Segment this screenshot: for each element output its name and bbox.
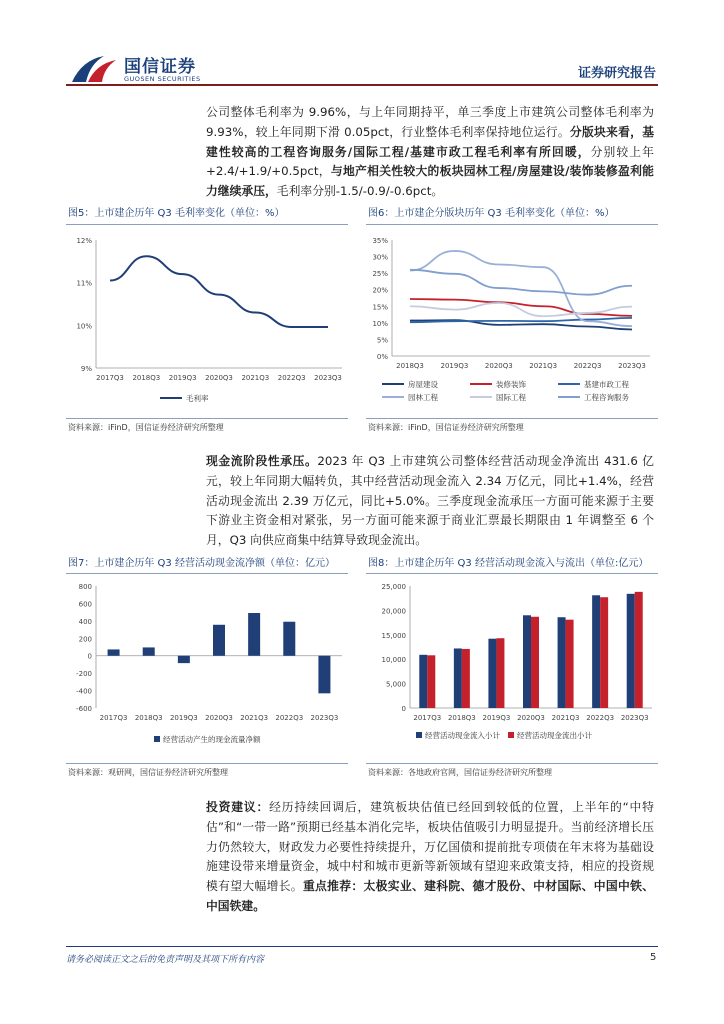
y-tick-label: 30%	[372, 253, 388, 262]
x-tick-label: 2017Q3	[96, 374, 124, 382]
y-tick-label: 25%	[372, 270, 388, 279]
y-tick-label: 5,000	[385, 680, 406, 689]
y-tick-label: 20,000	[381, 607, 406, 616]
y-tick-label: 10,000	[381, 656, 406, 665]
logo	[70, 54, 220, 86]
bar	[566, 620, 574, 708]
legend-label: 国际工程	[496, 393, 526, 402]
y-tick-label: 0%	[376, 353, 388, 361]
bar	[488, 639, 496, 708]
bar	[143, 647, 155, 655]
y-tick-label: 10%	[76, 322, 92, 331]
y-tick-label: 11%	[76, 279, 92, 288]
bar	[318, 656, 330, 694]
fig5-source: 资料来源：iFinD，国信证券经济研究所整理	[68, 423, 224, 432]
fig6-chart	[360, 228, 660, 418]
x-tick-label: 2020Q3	[484, 362, 513, 370]
paragraph-margin: 公司整体毛利率为 9.96%，与上年同期持平，单三季度上市建筑公司整体毛利率为 9.93%，较上年同期下滑 0.05pct，行业整体毛利率保持地位运行。分版块来看，基建性较高的工程咨询服务/国际工程/基建市政工程毛利率有所回暖，分别较上年+2.4/+1.9/+0.5pct，与地产相关性较大的板块园林工程/房屋建设/装饰装修盈利能力继续承压，毛利率分别-1.5/-0.9/-0.6pct。	[206, 105, 654, 199]
fig7-caption: 图7：上市建企历年 Q3 经营活动现金流净额（单位：亿元）	[68, 558, 335, 569]
y-tick-label: 800	[78, 583, 92, 591]
x-tick-label: 2023Q3	[310, 714, 339, 722]
bar	[248, 613, 260, 656]
fig7-chart	[62, 576, 352, 762]
legend-label: 经营活动现金流入小计	[425, 731, 500, 740]
legend-label: 工程咨询服务	[584, 393, 629, 402]
x-tick-label: 2022Q3	[275, 714, 304, 722]
footer-divider	[66, 946, 658, 947]
legend-swatch	[508, 732, 514, 738]
y-tick-label: -600	[76, 705, 92, 713]
fig8-source-line	[366, 763, 658, 764]
x-tick-label: 2022Q3	[573, 362, 602, 370]
fig6-source: 资料来源：iFinD，国信证券经济研究所整理	[368, 423, 524, 432]
x-tick-label: 2018Q3	[447, 714, 476, 722]
fig6-caption-line	[366, 224, 658, 225]
bar	[592, 595, 600, 708]
header-divider	[66, 84, 658, 86]
y-tick-label: 0	[401, 705, 406, 713]
y-tick-label: -200	[76, 670, 92, 679]
y-tick-label: 35%	[372, 237, 388, 245]
y-tick-label: 25,000	[381, 583, 406, 591]
x-tick-label: 2018Q3	[132, 374, 161, 382]
bar	[178, 656, 190, 663]
legend-label: 基建市政工程	[584, 380, 629, 389]
bar	[213, 625, 225, 656]
bar	[108, 649, 120, 655]
y-tick-label: 400	[78, 617, 92, 626]
fig5-caption-line	[66, 224, 348, 225]
y-tick-label: 0	[87, 652, 92, 661]
x-tick-label: 2019Q3	[169, 714, 198, 722]
y-tick-label: -400	[76, 687, 92, 696]
fig8-caption: 图8：上市建企历年 Q3 经营活动现金流入与流出（单位:亿元）	[368, 558, 649, 569]
logo-icon	[70, 54, 120, 84]
bar	[558, 617, 566, 708]
bar	[531, 617, 539, 708]
bar	[462, 649, 470, 708]
y-tick-label: 5%	[376, 336, 388, 345]
x-tick-label: 2021Q3	[240, 714, 269, 722]
fig8-caption-line	[366, 573, 658, 574]
bar	[496, 638, 504, 708]
bar	[523, 615, 531, 708]
bar	[454, 648, 462, 708]
footer-disclaimer: 请务必阅读正文之后的免责声明及其项下所有内容	[66, 955, 265, 965]
bar	[419, 655, 427, 708]
y-tick-label: 10%	[372, 319, 388, 328]
x-tick-label: 2023Q3	[620, 714, 649, 722]
legend-swatch	[154, 736, 160, 742]
legend-label: 房屋建设	[408, 380, 438, 389]
fig7-caption-line	[66, 573, 348, 574]
x-tick-label: 2022Q3	[277, 374, 306, 382]
fig7-source-line	[66, 763, 348, 764]
bar	[600, 597, 608, 708]
fig5-caption: 图5：上市建企历年 Q3 毛利率变化（单位：%）	[68, 208, 285, 219]
x-tick-label: 2020Q3	[517, 714, 545, 722]
fig7-source: 资料来源：观研网，国信证券经济研究所整理	[68, 768, 228, 777]
fig5-source-line	[66, 418, 348, 419]
series-line	[410, 299, 632, 316]
legend-label: 经营活动产生的现金流量净额	[163, 735, 261, 744]
legend-label: 园林工程	[408, 393, 438, 402]
logo-name-en: GUOSEN SECURITIES	[124, 75, 201, 83]
x-tick-label: 2018Q3	[134, 714, 163, 722]
y-tick-label: 600	[78, 600, 92, 609]
bar	[283, 622, 295, 656]
x-tick-label: 2023Q3	[618, 362, 646, 370]
legend-label: 装修装饰	[496, 380, 526, 389]
x-tick-label: 2017Q3	[99, 714, 128, 722]
bar	[627, 594, 635, 708]
series-line-margin	[110, 256, 328, 327]
series-line	[410, 270, 632, 295]
x-tick-label: 2019Q3	[482, 714, 511, 722]
x-tick-label: 2019Q3	[168, 374, 197, 382]
paragraph-investment: 投资建议：经历持续回调后，建筑板块估值已经回到较低的位置，上半年的“中特估”和“一带一路”预期已经基本消化完毕，板块估值吸引力明显提升。当前经济增长压力仍然较大，财政发力必要性持续提升，万亿国债和提前批专项债在年末将为基础设施建设带来增量资金，城中村和城市更新等新领域有望迎来政策支持，相应的投资规模有望大幅增长。重点推荐：太极实业、建科院、德才股份、中材国际、中国中铁、中国铁建。	[206, 800, 654, 913]
fig8-source: 资料来源：各地政府官网，国信证券经济研究所整理	[368, 768, 552, 777]
y-tick-label: 9%	[80, 365, 92, 373]
fig8-chart	[360, 576, 660, 762]
y-tick-label: 20%	[372, 286, 388, 295]
logo-name-cn: 国信证券	[124, 57, 196, 77]
bar	[427, 655, 435, 708]
report-type: 证券研究报告	[578, 66, 657, 81]
x-tick-label: 2020Q3	[205, 714, 233, 722]
y-tick-label: 12%	[76, 237, 92, 245]
legend-swatch	[416, 732, 422, 738]
y-tick-label: 200	[78, 635, 92, 644]
fig5-chart	[62, 228, 352, 418]
x-tick-label: 2017Q3	[413, 714, 442, 722]
legend-label: 经营活动现金流出小计	[517, 731, 592, 740]
x-tick-label: 2019Q3	[440, 362, 469, 370]
x-tick-label: 2021Q3	[241, 374, 270, 382]
y-tick-label: 15,000	[381, 631, 406, 640]
y-tick-label: 15%	[372, 303, 388, 312]
x-tick-label: 2021Q3	[551, 714, 580, 722]
fig6-caption: 图6：上市建企分版块历年 Q3 毛利率变化（单位：%）	[368, 208, 615, 219]
fig6-source-line	[366, 418, 658, 419]
x-tick-label: 2021Q3	[529, 362, 558, 370]
x-tick-label: 2023Q3	[314, 374, 342, 382]
page-number: 5	[650, 952, 657, 963]
x-tick-label: 2020Q3	[205, 374, 233, 382]
x-tick-label: 2018Q3	[396, 362, 424, 370]
paragraph-cashflow: 现金流阶段性承压。2023 年 Q3 上市建筑公司整体经营活动现金净流出 431.6 亿元，较上年同期大幅转负，其中经营活动现金流入 2.34 万亿元，同比+1.4%，经营活动现金流出 2.39 万亿元，同比+5.0%。三季度现金流承压一方面可能来源于主要下游业主资金相对紧张，另一方面可能来源于商业汇票最长期限由 1 年调整至 6 个月，Q3 向供应商集中结算导致现金流出。	[206, 454, 654, 548]
legend-label: 毛利率	[186, 394, 209, 403]
x-tick-label: 2022Q3	[586, 714, 615, 722]
bar	[635, 592, 643, 708]
